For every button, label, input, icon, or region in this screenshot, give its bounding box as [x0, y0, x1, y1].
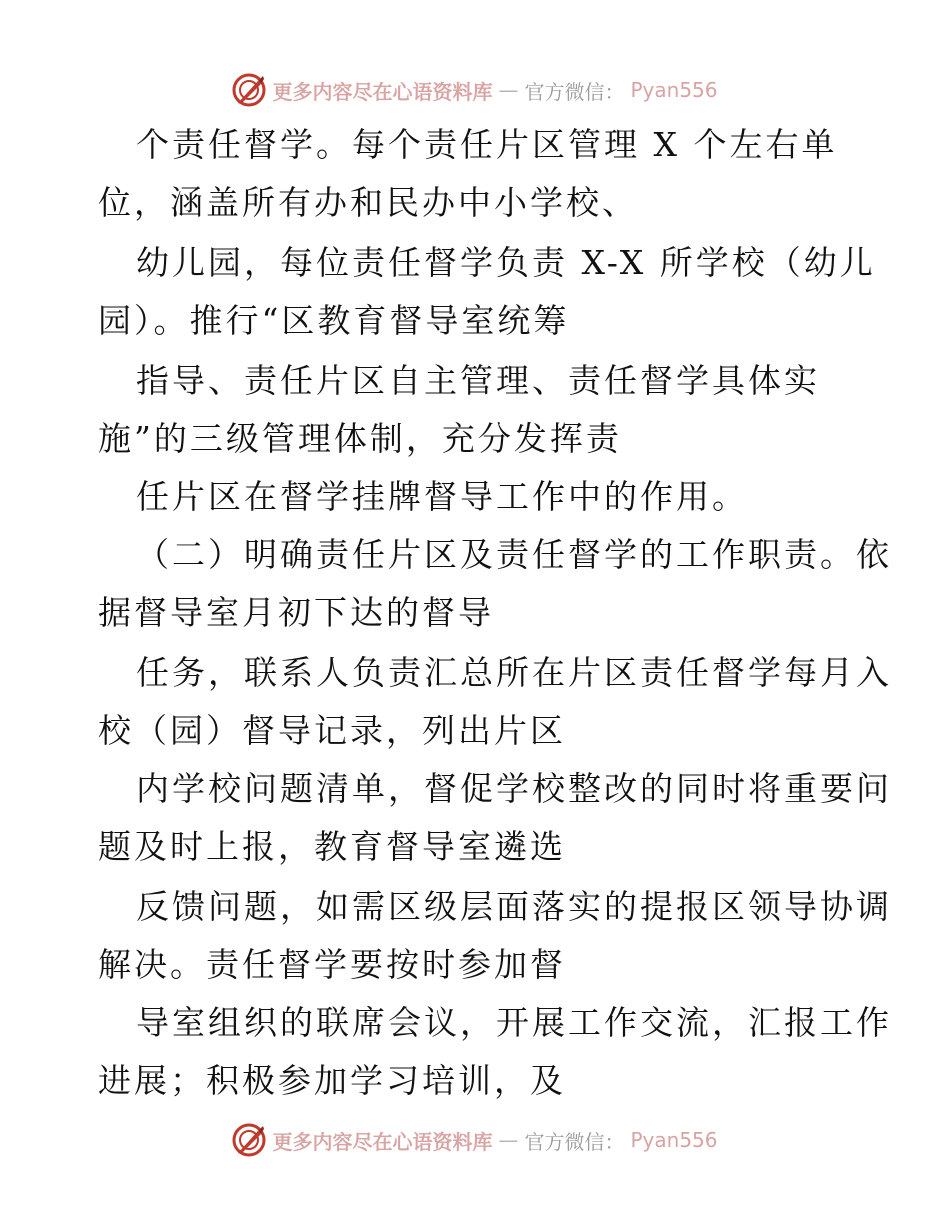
watermark-wechat-id: Pyan556: [630, 78, 718, 102]
body-line: 进展；积极参加学习培训，及: [98, 1061, 566, 1100]
body-line: 任务，联系人负责汇总所在片区责任督学每月入: [136, 653, 892, 692]
body-line: 幼儿园，每位责任督学负责 X-X 所学校（幼儿: [136, 243, 876, 282]
quill-logo-icon: [232, 73, 266, 107]
watermark-label: 官方微信：: [524, 79, 625, 104]
body-line: 校（园）督导记录，列出片区: [98, 711, 566, 750]
watermark-site-text: 更多内容尽在心语资料库: [272, 1129, 493, 1154]
quill-logo-icon: [232, 1123, 266, 1157]
footer-watermark: [0, 1120, 950, 1160]
body-line: 施”的三级管理体制，充分发挥责: [98, 419, 622, 458]
body-line: 指导、责任片区自主管理、责任督学具体实: [136, 361, 820, 400]
body-line: 导室组织的联席会议，开展工作交流，汇报工作: [136, 1003, 892, 1042]
body-line: 据督导室月初下达的督导: [98, 593, 494, 632]
watermark-site-text: 更多内容尽在心语资料库: [272, 79, 493, 104]
body-line: 位，涵盖所有办和民办中小学校、: [98, 183, 638, 222]
header-watermark: [0, 70, 950, 110]
body-line: 内学校问题清单，督促学校整改的同时将重要问: [136, 769, 892, 808]
body-line: （二）明确责任片区及责任督学的工作职责。依: [136, 535, 892, 574]
watermark-wechat-id: Pyan556: [630, 1128, 718, 1152]
body-line: 题及时上报，教育督导室遴选: [98, 827, 566, 866]
body-line: 任片区在督学挂牌督导工作中的作用。: [136, 477, 748, 516]
watermark-dash: —: [498, 1128, 519, 1152]
body-line: 个责任督学。每个责任片区管理 X 个左右单: [136, 125, 838, 164]
watermark-label: 官方微信：: [524, 1129, 625, 1154]
watermark-dash: —: [498, 78, 519, 102]
body-line: 园）。推行“区教育督导室统筹: [98, 301, 570, 340]
body-line: 反馈问题，如需区级层面落实的提报区领导协调: [136, 887, 892, 926]
body-line: 解决。责任督学要按时参加督: [98, 945, 566, 984]
